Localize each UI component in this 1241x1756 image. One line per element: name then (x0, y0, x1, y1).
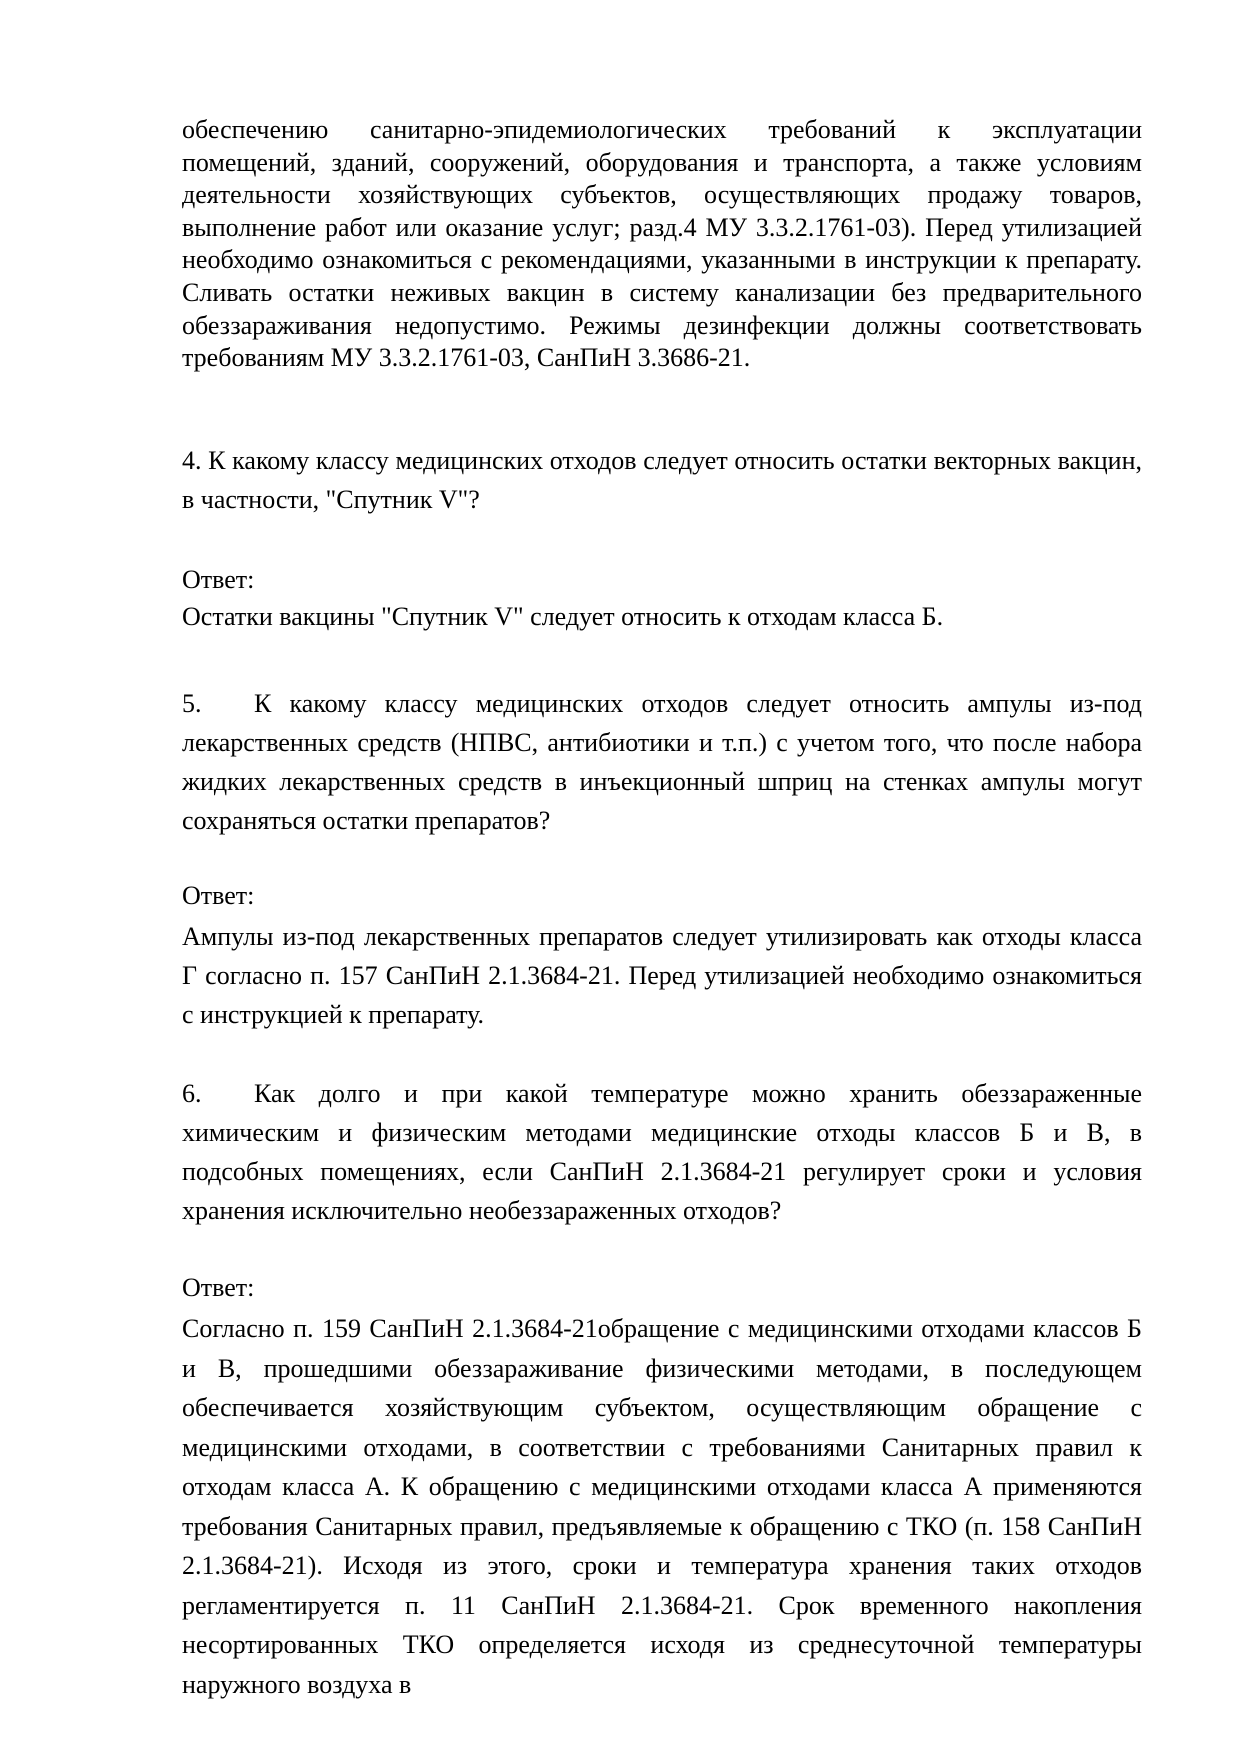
question-5 (182, 684, 1142, 840)
answer-4-label: Ответ: (182, 565, 255, 594)
answer-6-label: Ответ: (182, 1273, 255, 1302)
answer-5-label: Ответ: (182, 881, 255, 910)
intro-paragraph: обеспечению санитарно-эпидемиологических требований к эксплуатации помещений, зданий, сооружений, оборудования и транспорта, а также условиям деятельности хозяйствующих субъектов, осуществляющих продажу товаров, выполнение работ или оказание услуг; разд.4 МУ 3.3.2.1761-03). Перед утилизацией необходимо ознакомиться с рекомендациями, указанными в инструкции к препарату. Сливать остатки неживых вакцин в систему канализации без предварительного обеззараживания недопустимо. Режимы дезинфекции должны соответствовать требованиям МУ 3.3.2.1761-03, СанПиН 3.3686-21. (182, 115, 1142, 373)
answer-5: Ампулы из-под лекарственных препаратов следует утилизировать как отходы класса Г согласно п. 157 СанПиН 2.1.3684-21. Перед утилизацией необходимо ознакомиться с инструкцией к препарату. (182, 922, 1142, 1029)
question-5-number: 5. (182, 689, 202, 718)
answer-4: Остатки вакцины "Спутник V" следует относить к отходам класса Б. (182, 602, 944, 631)
question-6-number: 6. (182, 1079, 202, 1108)
answer-6: Согласно п. 159 СанПиН 2.1.3684-21обращение с медицинскими отходами классов Б и В, прошедшими обеззараживание физическими методами, в последующем обеспечивается хозяйствующим субъектом, осуществляющим обращение с медицинскими отходами, в соответствии с требованиями Санитарных правил к отходам класса А. К обращению с медицинскими отходами класса А применяются требования Санитарных правил, предъявляемые к обращению с ТКО (п. 158 СанПиН 2.1.3684-21). Исходя из этого, сроки и температура хранения таких отходов регламентируется п. 11 СанПиН 2.1.3684-21. Срок временного накопления несортированных ТКО определяется исходя из среднесуточной температуры наружного воздуха в (182, 1314, 1142, 1699)
question-4: 4. К какому классу медицинских отходов следует относить остатки векторных вакцин, в частности, "Спутник V"? (182, 446, 1142, 514)
question-5-text: К какому классу медицинских отходов следует относить ампулы из-под лекарственных средств (НПВС, антибиотики и т.п.) с учетом того, что после набора жидких лекарственных средств в инъекционный шприц на стенках ампулы могут сохраняться остатки препаратов? (182, 689, 1142, 835)
question-6-text: Как долго и при какой температуре можно хранить обеззараженные химическим и физическим методами медицинские отходы классов Б и В, в подсобных помещениях, если СанПиН 2.1.3684-21 регулирует сроки и условия хранения исключительно необеззараженных отходов? (182, 1079, 1142, 1225)
question-6 (182, 1074, 1142, 1230)
